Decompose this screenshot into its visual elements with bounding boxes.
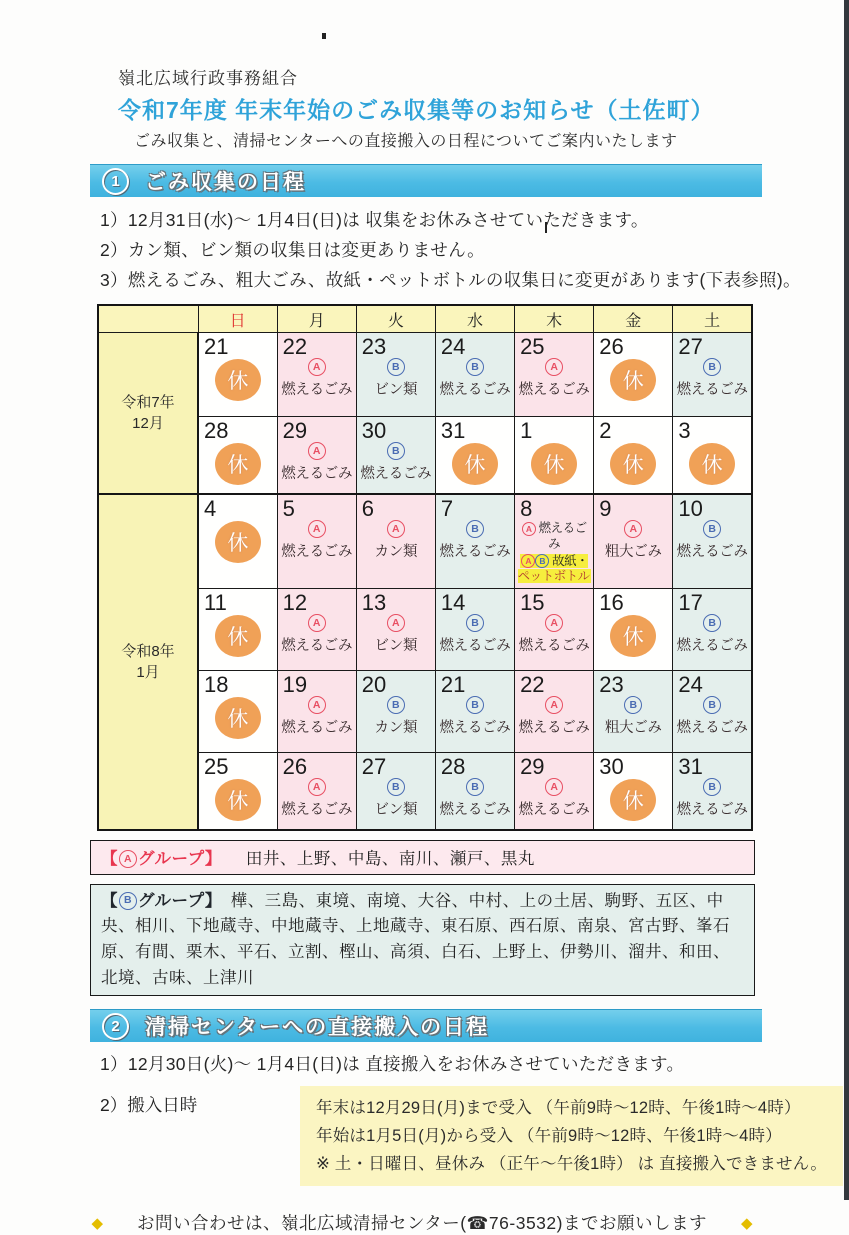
rest-day-marker: 休	[452, 443, 498, 485]
day-number: 23	[361, 333, 387, 359]
group-b-badge-icon: B	[387, 442, 405, 460]
calendar-cell	[673, 494, 752, 588]
waste-type-label: 燃えるごみ	[281, 381, 353, 398]
group-b-label: 【 B グループ】	[101, 891, 214, 910]
contact-text: お問い合わせは、嶺北広域清掃センター(☎76-3532)までお願いします	[137, 1213, 707, 1234]
day-number: 13	[361, 589, 387, 615]
day-header-monday: 月	[277, 305, 356, 332]
calendar-cell	[198, 752, 277, 830]
waste-group-badge-row	[438, 358, 512, 376]
day-number: 29	[520, 753, 545, 779]
waste-type-label: 粗大ごみ	[604, 719, 662, 736]
month-label	[98, 332, 198, 494]
waste-type-text: 燃えるごみ	[535, 521, 587, 551]
waste-type-label: 燃えるごみ	[281, 544, 353, 561]
day-number: 14	[440, 589, 466, 615]
waste-type-line	[517, 521, 591, 552]
day-number: 5	[282, 496, 295, 522]
day-number: 9	[599, 496, 612, 522]
group-a-badge-icon: A	[545, 696, 563, 714]
waste-type-label: ビン類	[374, 381, 418, 398]
group-a-badge-icon: A	[119, 850, 137, 868]
calendar-cell	[594, 494, 673, 588]
day-number: 27	[678, 333, 703, 359]
rest-day-marker: 休	[215, 443, 261, 485]
group-a-members: 田井、上野、中島、南川、瀬戸、黒丸	[245, 850, 535, 869]
section1-note-3: 3）燃えるごみ、粗大ごみ、故紙・ペットボトルの収集日に変更があります(下表参照)。	[100, 270, 801, 291]
waste-type-label: 燃えるごみ	[676, 801, 748, 818]
rest-day-marker: 休	[531, 443, 577, 485]
day-number: 29	[282, 417, 308, 443]
group-a-badge-icon: A	[521, 554, 535, 568]
group-b-badge-icon: B	[466, 520, 484, 538]
group-b-badge-icon: B	[535, 554, 549, 568]
waste-type-label: 燃えるごみ	[518, 801, 590, 818]
calendar-cell	[198, 588, 277, 670]
group-a-badge-icon: A	[545, 778, 563, 796]
waste-group-badge-row	[517, 614, 591, 632]
section2-heading-bar	[90, 1009, 762, 1042]
diamond-icon: ◆	[91, 1214, 103, 1232]
reception-line-1: 年末は12月29日(月)まで受入 （午前9時～12時、午後1時～4時）	[316, 1099, 801, 1118]
group-a-box	[90, 840, 755, 875]
waste-type-text: 故紙・	[549, 553, 589, 568]
calendar-cell	[277, 494, 356, 588]
day-number: 30	[599, 753, 624, 779]
calendar-cell	[594, 332, 673, 416]
calendar-cell	[277, 670, 356, 752]
waste-type-label: 燃えるごみ	[439, 544, 511, 561]
calendar-cell	[356, 494, 435, 588]
day-number: 2	[599, 417, 612, 443]
waste-type-text-red: ペットボトル	[517, 569, 590, 584]
rest-day-marker: 休	[610, 443, 656, 485]
waste-type-label: 燃えるごみ	[281, 465, 353, 482]
group-a-badge-icon: A	[308, 520, 326, 538]
day-number: 11	[204, 589, 227, 615]
calendar-cell	[515, 752, 594, 830]
group-b-badge-icon: B	[119, 892, 137, 910]
day-header-friday: 金	[594, 305, 673, 332]
waste-type-label: 燃えるごみ	[676, 719, 748, 736]
reception-hours-box	[300, 1086, 843, 1186]
waste-group-badge-row	[517, 778, 591, 796]
day-number: 31	[678, 753, 703, 779]
day-number: 15	[520, 589, 545, 615]
day-number: 24	[440, 333, 466, 359]
day-number: 19	[282, 671, 308, 697]
waste-type-label: 燃えるごみ	[518, 719, 590, 736]
waste-group-badge-row	[438, 778, 512, 796]
page-title: 令和7年度 年末年始のごみ収集等のお知らせ（土佐町）	[118, 97, 715, 123]
waste-type-label: ビン類	[374, 801, 418, 818]
waste-type-label: 燃えるごみ	[439, 637, 511, 654]
waste-type-label: 粗大ごみ	[604, 544, 662, 561]
rest-day-marker: 休	[610, 779, 656, 821]
calendar-cell	[277, 752, 356, 830]
day-number: 7	[440, 496, 454, 522]
month-label-line: 令和8年	[121, 643, 175, 661]
calendar-cell	[277, 416, 356, 494]
calendar-cell	[673, 588, 752, 670]
calendar-cell	[435, 670, 514, 752]
group-b-badge-icon: B	[703, 696, 721, 714]
calendar-cell	[435, 588, 514, 670]
calendar-cell	[356, 752, 435, 830]
section2-note-1: 1）12月30日(火)～ 1月4日(日)は 直接搬入をお休みさせていただきます。	[100, 1054, 685, 1075]
day-number: 23	[599, 671, 624, 697]
waste-type-label: ビン類	[374, 637, 418, 654]
day-number: 22	[282, 333, 308, 359]
group-a-badge-icon: A	[624, 520, 642, 538]
waste-group-badge-row	[280, 778, 354, 796]
calendar-cell	[594, 416, 673, 494]
waste-group-badge-row	[359, 358, 433, 376]
group-a-badge-icon: A	[308, 778, 326, 796]
waste-group-badge-row	[359, 696, 433, 714]
reception-line-3: ※ 土・日曜日、昼休み （正午～午後1時） は 直接搬入できません。	[316, 1155, 828, 1174]
group-b-badge-icon: B	[387, 778, 405, 796]
section1-heading-bar	[90, 164, 762, 197]
calendar-week-row	[98, 494, 752, 588]
calendar-table	[97, 304, 753, 831]
day-number: 1	[520, 417, 533, 443]
waste-group-badge-row	[596, 696, 670, 714]
calendar-cell	[594, 588, 673, 670]
calendar-cell	[435, 752, 514, 830]
calendar-cell	[435, 332, 514, 416]
calendar-cell	[277, 332, 356, 416]
waste-type-label: 燃えるごみ	[360, 465, 432, 482]
group-a-badge-icon: A	[545, 358, 563, 376]
group-a-badge-icon: A	[387, 614, 405, 632]
waste-type-label: 燃えるごみ	[439, 719, 511, 736]
calendar-cell	[673, 670, 752, 752]
calendar-cell	[356, 332, 435, 416]
waste-type-label: 燃えるごみ	[676, 637, 748, 654]
group-b-badge-icon: B	[703, 614, 721, 632]
group-b-box	[90, 884, 755, 996]
month-label-line: 1月	[136, 664, 160, 682]
waste-type-label: 燃えるごみ	[281, 637, 353, 654]
rest-day-marker: 休	[689, 443, 735, 485]
day-number: 18	[204, 671, 229, 697]
calendar-cell	[515, 670, 594, 752]
calendar-cell	[515, 332, 594, 416]
calendar-cell	[356, 588, 435, 670]
calendar-cell	[594, 752, 673, 830]
day-number: 4	[204, 496, 217, 522]
day-number: 26	[599, 333, 624, 359]
waste-type-label: カン類	[374, 719, 418, 736]
calendar-cell	[356, 670, 435, 752]
group-b-badge-icon: B	[466, 778, 484, 796]
day-number: 8	[520, 496, 533, 522]
calendar-cell	[515, 494, 594, 588]
day-number: 22	[520, 671, 545, 697]
day-header-sunday: 日	[198, 305, 277, 332]
calendar-cell	[515, 416, 594, 494]
day-number: 25	[204, 753, 229, 779]
day-number: 26	[282, 753, 308, 779]
day-header-saturday: 土	[673, 305, 752, 332]
waste-group-badge-row	[675, 614, 749, 632]
waste-type-label: 燃えるごみ	[676, 381, 748, 398]
day-number: 21	[204, 333, 229, 359]
rest-day-marker: 休	[215, 615, 261, 657]
calendar-header-row	[98, 305, 752, 332]
calendar-cell	[277, 588, 356, 670]
day-number: 28	[204, 417, 229, 443]
waste-type-label: 燃えるごみ	[281, 801, 353, 818]
calendar-cell	[435, 416, 514, 494]
section2-heading: 清掃センターへの直接搬入の日程	[145, 1016, 490, 1040]
calendar-cell	[673, 332, 752, 416]
day-header-wednesday: 水	[435, 305, 514, 332]
waste-type-label: 燃えるごみ	[439, 801, 511, 818]
month-label-line: 令和7年	[121, 394, 175, 412]
day-number: 30	[361, 417, 387, 443]
calendar-cell	[673, 416, 752, 494]
page-subtitle: ごみ収集と、清掃センターへの直接搬入の日程についてご案内いたします	[134, 133, 678, 150]
waste-group-badge-row	[280, 614, 354, 632]
rest-day-marker: 休	[215, 521, 261, 563]
waste-group-badge-row	[359, 614, 433, 632]
day-number: 10	[678, 496, 703, 522]
calendar-cell	[515, 588, 594, 670]
waste-group-badge-row	[675, 358, 749, 376]
day-number: 16	[599, 589, 624, 615]
month-label	[98, 494, 198, 830]
waste-group-badge-row	[359, 442, 433, 460]
diamond-icon: ◆	[740, 1214, 753, 1232]
contact-footer	[0, 1210, 844, 1235]
waste-type-label: カン類	[374, 544, 418, 561]
group-b-badge-icon: B	[387, 696, 405, 714]
group-b-members: 樺、三島、東境、南境、大谷、中村、上の土居、駒野、五区、中央、相川、下地蔵寺、中地蔵寺、上地蔵寺、東石原、西石原、南泉、宮古野、峯石原、有間、栗木、平石、立割、樫山、高須、白石、上野上、伊勢川、溜井、和田、北境、古味、上津川	[101, 891, 730, 987]
waste-type-label: 燃えるごみ	[518, 637, 590, 654]
group-b-badge-icon: B	[703, 520, 721, 538]
group-a-badge-icon: A	[308, 696, 326, 714]
waste-group-badge-row	[675, 778, 749, 796]
waste-type-label: 燃えるごみ	[676, 544, 748, 561]
day-number: 27	[361, 753, 387, 779]
rest-day-marker: 休	[215, 697, 261, 739]
rest-day-marker: 休	[610, 615, 656, 657]
group-a-badge-icon: A	[522, 522, 536, 536]
calendar-corner-cell	[98, 305, 198, 332]
section1-number-icon: 1	[102, 168, 129, 195]
waste-group-badge-row	[280, 442, 354, 460]
section2-note-2-label: 2）搬入日時	[100, 1095, 198, 1116]
group-b-badge-icon: B	[703, 358, 721, 376]
group-b-badge-icon: B	[466, 696, 484, 714]
section1-notes	[100, 205, 844, 295]
calendar-cell	[594, 670, 673, 752]
rest-day-marker: 休	[215, 779, 261, 821]
waste-group-badge-row	[438, 520, 512, 538]
waste-type-label: 燃えるごみ	[439, 381, 511, 398]
calendar-cell	[198, 670, 277, 752]
section1-heading: ごみ収集の日程	[145, 171, 306, 194]
waste-group-badge-row	[438, 614, 512, 632]
day-number: 31	[440, 417, 466, 443]
section1-note-1: 1）12月31日(水)～ 1月4日(日)は 収集をお休みさせていただきます。	[100, 210, 649, 230]
day-number: 25	[520, 333, 545, 359]
group-a-badge-icon: A	[308, 442, 326, 460]
waste-group-badge-row	[359, 520, 433, 538]
group-a-badge-icon: A	[308, 614, 326, 632]
calendar-cell	[673, 752, 752, 830]
section1-note-2: 2）カン類、ビン類の収集日は変更ありません。	[100, 240, 485, 261]
waste-group-badge-row	[438, 696, 512, 714]
group-b-badge-icon: B	[466, 358, 484, 376]
month-label-line: 12月	[132, 415, 164, 433]
group-a-label: 【 A グループ】	[101, 850, 222, 869]
group-a-badge-icon: A	[545, 614, 563, 632]
calendar-cell	[198, 416, 277, 494]
waste-group-badge-row	[280, 358, 354, 376]
day-number: 6	[361, 496, 375, 522]
day-header-thursday: 木	[515, 305, 594, 332]
calendar-cell	[198, 494, 277, 588]
organization-name: 嶺北広域行政事務組合	[118, 69, 298, 88]
waste-group-badge-row	[280, 696, 354, 714]
waste-group-badge-row	[675, 520, 749, 538]
day-number: 24	[678, 671, 703, 697]
group-a-badge-icon: A	[387, 520, 405, 538]
section2-number-icon: 2	[102, 1013, 129, 1040]
waste-group-badge-row	[596, 520, 670, 538]
group-b-badge-icon: B	[387, 358, 405, 376]
waste-type-label: 燃えるごみ	[281, 719, 353, 736]
day-number: 28	[440, 753, 466, 779]
group-b-badge-icon: B	[466, 614, 484, 632]
group-a-badge-icon: A	[308, 358, 326, 376]
day-number: 3	[678, 417, 691, 443]
waste-type-label: 燃えるごみ	[518, 381, 590, 398]
scan-edge-artifact	[844, 0, 849, 1200]
waste-group-badge-row	[280, 520, 354, 538]
day-number: 12	[282, 589, 308, 615]
rest-day-marker: 休	[610, 359, 656, 401]
waste-group-badge-row	[675, 696, 749, 714]
waste-group-badge-row	[359, 778, 433, 796]
document-header	[118, 64, 844, 151]
highlight-label	[518, 554, 591, 584]
waste-type-line	[517, 554, 591, 585]
day-number: 21	[440, 671, 466, 697]
calendar-cell	[356, 416, 435, 494]
day-number: 20	[361, 671, 387, 697]
waste-group-badge-row	[517, 696, 591, 714]
section2-schedule-row	[100, 1086, 844, 1186]
rest-day-marker: 休	[215, 359, 261, 401]
day-header-tuesday: 火	[356, 305, 435, 332]
reception-line-2: 年始は1月5日(月)から受入 （午前9時～12時、午後1時～4時）	[316, 1127, 782, 1146]
group-b-badge-icon: B	[703, 778, 721, 796]
group-b-badge-icon: B	[624, 696, 642, 714]
calendar-cell	[198, 332, 277, 416]
calendar-cell	[435, 494, 514, 588]
calendar-week-row	[98, 332, 752, 416]
waste-group-badge-row	[517, 358, 591, 376]
day-number: 17	[678, 589, 703, 615]
